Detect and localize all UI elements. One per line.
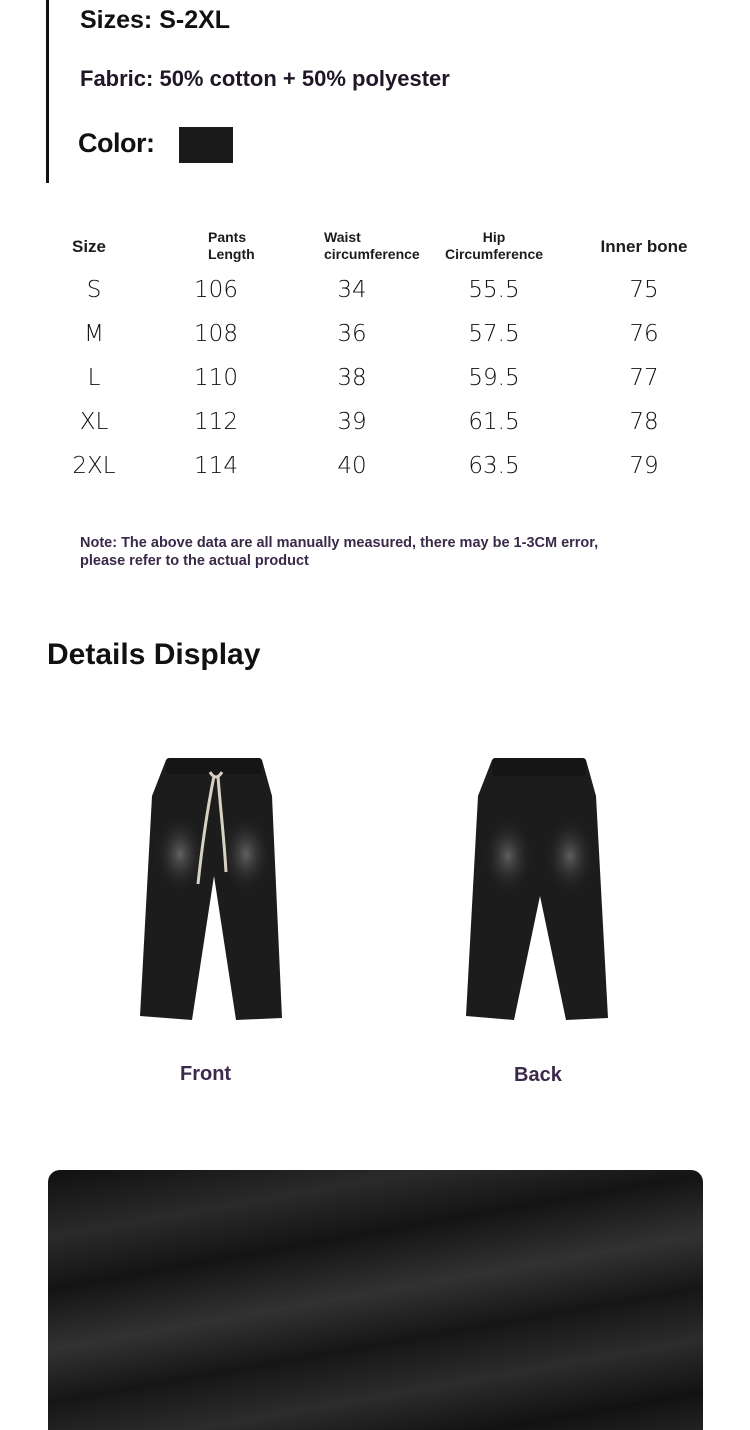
cell-inner-bone: 76 (629, 321, 659, 347)
cell-length: 112 (194, 409, 238, 435)
cell-waist: 34 (337, 277, 367, 303)
header-size: Size (72, 236, 107, 256)
cell-hip: 63.5 (468, 453, 520, 479)
pants-front-image (136, 756, 288, 1024)
cell-inner-bone: 77 (629, 365, 659, 391)
pants-back-image (462, 756, 614, 1024)
table-row (40, 444, 720, 488)
table-row (40, 268, 720, 312)
cell-size: S (86, 277, 102, 303)
table-row (40, 356, 720, 400)
table-row (40, 312, 720, 356)
header-pants-length: Pants Length (208, 229, 255, 262)
table-row (40, 400, 720, 444)
cell-size: XL (79, 409, 109, 435)
front-caption: Front (180, 1063, 232, 1085)
cell-length: 108 (194, 321, 238, 347)
cell-inner-bone: 79 (629, 453, 659, 479)
cell-waist: 39 (337, 409, 367, 435)
fabric-closeup-image (48, 1170, 703, 1430)
cell-hip: 59.5 (468, 365, 520, 391)
details-title: Details Display (47, 638, 261, 671)
cell-length: 110 (194, 365, 238, 391)
cell-size: 2XL (72, 453, 116, 479)
fabric-text: Fabric: 50% cotton + 50% polyester (80, 66, 450, 91)
cell-hip: 57.5 (468, 321, 520, 347)
back-caption: Back (514, 1064, 562, 1086)
cell-waist: 38 (337, 365, 367, 391)
cell-length: 106 (194, 277, 238, 303)
color-swatch-black (179, 127, 233, 163)
cell-hip: 55.5 (468, 277, 520, 303)
header-inner-bone: Inner bone (600, 236, 688, 256)
cell-size: L (87, 365, 101, 391)
measurement-note: Note: The above data are all manually measured, there may be 1-3CM error, please refer to the actual product (80, 535, 599, 569)
cell-hip: 61.5 (468, 409, 520, 435)
header-hip: Hip Circumference (444, 229, 544, 262)
table-header-row (40, 224, 720, 268)
cell-length: 114 (194, 453, 238, 479)
cell-waist: 40 (337, 453, 367, 479)
header-waist: Waist circumference (324, 229, 420, 262)
cell-waist: 36 (337, 321, 367, 347)
cell-inner-bone: 75 (629, 277, 659, 303)
size-table (40, 224, 720, 488)
cell-inner-bone: 78 (629, 409, 659, 435)
cell-size: M (84, 321, 104, 347)
color-label: Color: (78, 128, 155, 158)
sizes-text: Sizes: S-2XL (80, 6, 231, 34)
